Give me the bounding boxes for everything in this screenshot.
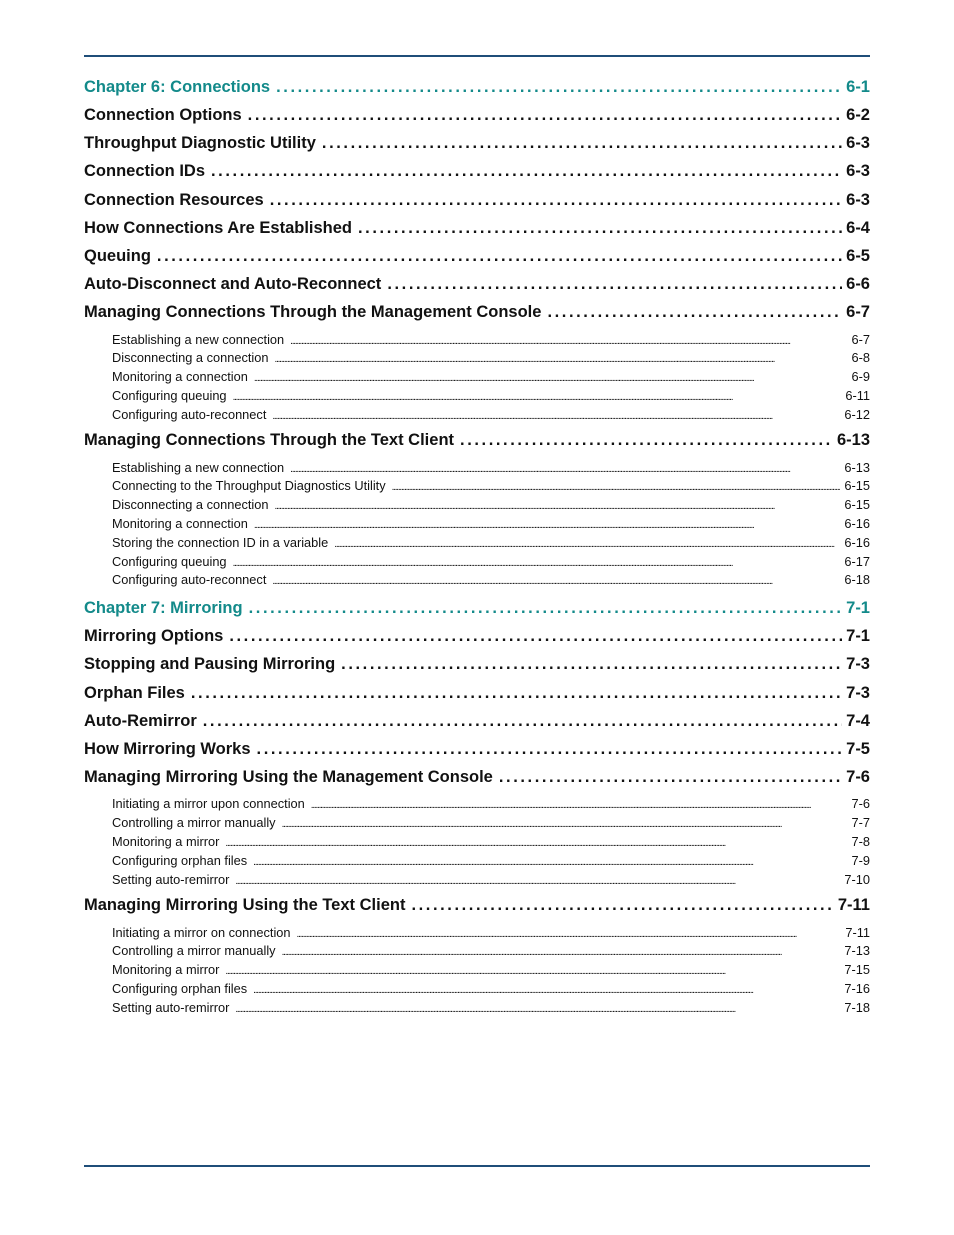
toc-entry-page: 7-4	[846, 711, 870, 730]
toc-entry-title: Connecting to the Throughput Diagnostics Utility	[112, 478, 386, 494]
toc-entry-title: How Mirroring Works	[84, 740, 251, 758]
toc-entry-title: Managing Mirroring Using the Management Console	[84, 768, 493, 787]
toc-entry-page: 7-13	[844, 943, 870, 959]
toc-sub-entry[interactable]	[84, 535, 870, 554]
toc-entry-title: Orphan Files	[84, 683, 185, 702]
toc-chapter-entry[interactable]	[84, 599, 870, 627]
dot-leader	[233, 554, 841, 569]
dot-leader	[290, 332, 847, 347]
dot-leader	[191, 684, 842, 703]
toc-section-entry[interactable]	[84, 768, 870, 796]
toc-sub-entry[interactable]	[84, 796, 870, 815]
toc-entry-page: 7-18	[844, 999, 870, 1015]
dot-leader	[322, 134, 842, 153]
dot-leader	[547, 303, 842, 322]
top-rule	[84, 55, 870, 57]
dot-leader	[272, 407, 840, 422]
toc-entry-page: 6-8	[851, 350, 870, 366]
toc-sub-entry[interactable]	[84, 388, 870, 407]
dot-leader	[282, 943, 841, 958]
toc-section-entry[interactable]	[84, 896, 870, 924]
toc-sub-entry[interactable]	[84, 460, 870, 479]
toc-entry-page: 7-6	[851, 796, 870, 812]
dot-leader	[411, 896, 833, 915]
toc-entry-title: Initiating a mirror upon connection	[112, 796, 305, 812]
dot-leader	[334, 535, 840, 550]
toc-entry-title: Monitoring a mirror	[112, 962, 220, 978]
toc-entry-page: 6-7	[851, 331, 870, 347]
dot-leader	[235, 1000, 840, 1015]
toc-entry-title: Configuring auto-reconnect	[112, 406, 267, 422]
toc-section-entry[interactable]	[84, 655, 870, 683]
dot-leader	[254, 369, 848, 384]
toc-entry-page: 6-15	[844, 478, 870, 494]
toc-entry-page: 6-13	[844, 459, 870, 475]
toc-sub-entry[interactable]	[84, 815, 870, 834]
toc-entry-page: 6-9	[851, 369, 870, 385]
dot-leader	[499, 768, 842, 787]
dot-leader	[233, 388, 842, 403]
toc-sub-entry[interactable]	[84, 834, 870, 853]
toc-sub-entry[interactable]	[84, 872, 870, 891]
toc-entry-title: Configuring orphan files	[112, 980, 248, 996]
toc-entry-title: Configuring queuing	[112, 387, 227, 403]
dot-leader	[270, 191, 842, 210]
toc-section-entry[interactable]	[84, 134, 870, 162]
dot-leader	[257, 740, 843, 759]
toc-section-entry[interactable]	[84, 684, 870, 712]
toc-sub-entry[interactable]	[84, 981, 870, 1000]
toc-entry-title: Connection Options	[84, 106, 242, 124]
toc-sub-entry[interactable]	[84, 554, 870, 573]
toc-entry-title: Mirroring Options	[84, 627, 224, 646]
toc-sub-entry[interactable]	[84, 572, 870, 591]
dot-leader	[248, 106, 842, 125]
toc-entry-title: Auto-Remirror	[84, 711, 197, 730]
toc-sub-entry[interactable]	[84, 962, 870, 981]
toc-entry-title: Controlling a mirror manually	[112, 943, 276, 959]
toc-section-entry[interactable]	[84, 219, 870, 247]
dot-leader	[276, 78, 842, 97]
toc-entry-page: 7-11	[837, 896, 870, 915]
toc-entry-page: 7-10	[844, 871, 870, 887]
toc-entry-page: 6-11	[845, 387, 870, 403]
toc-entry-page: 7-5	[846, 740, 870, 758]
toc-entry-title: Setting auto-remirror	[112, 871, 230, 887]
toc-entry-title: Connection IDs	[84, 162, 206, 181]
toc-section-entry[interactable]	[84, 740, 870, 768]
toc-entry-page: 6-7	[846, 303, 870, 322]
dot-leader	[249, 599, 843, 618]
dot-leader	[341, 655, 842, 674]
toc-entry-page: 7-3	[846, 655, 870, 674]
toc-entry-page: 7-1	[846, 599, 870, 618]
toc-sub-entry[interactable]	[84, 516, 870, 535]
toc-entry-title: Initiating a mirror on connection	[112, 924, 291, 940]
toc-entry-page: 6-1	[846, 78, 870, 96]
toc-entry-page: 6-4	[846, 218, 870, 237]
toc-entry-page: 7-16	[844, 980, 870, 996]
dot-leader	[235, 872, 840, 887]
dot-leader	[203, 712, 842, 731]
dot-leader	[157, 247, 842, 266]
toc-entry-page: 6-3	[846, 190, 870, 209]
toc-entry-title: Throughput Diagnostic Utility	[84, 134, 316, 153]
toc-entry-title: Queuing	[84, 246, 151, 265]
toc-sub-entry[interactable]	[84, 407, 870, 426]
dot-leader	[272, 572, 840, 587]
toc-entry-page: 7-11	[845, 924, 870, 940]
toc-entry-page: 6-2	[846, 106, 870, 124]
toc-entry-title: Managing Connections Through the Text Client	[84, 431, 455, 450]
toc-entry-title: Establishing a new connection	[112, 459, 285, 475]
dot-leader	[225, 834, 847, 849]
toc-entry-title: Configuring queuing	[112, 553, 227, 569]
toc-entry-title: Managing Connections Through the Management Console	[84, 303, 542, 322]
toc-section-entry[interactable]	[84, 162, 870, 190]
toc-entry-title: Establishing a new connection	[112, 331, 285, 347]
dot-leader	[229, 627, 842, 646]
toc-sub-entry[interactable]	[84, 478, 870, 497]
toc-entry-page: 6-5	[846, 246, 870, 265]
toc-section-entry[interactable]	[84, 712, 870, 740]
toc-entry-title: Monitoring a mirror	[112, 833, 220, 849]
toc-sub-entry[interactable]	[84, 350, 870, 369]
dot-leader	[211, 162, 842, 181]
toc-entry-title: Configuring orphan files	[112, 852, 248, 868]
toc-entry-title: Auto-Disconnect and Auto-Reconnect	[84, 275, 382, 294]
toc-entry-title: Monitoring a connection	[112, 516, 248, 532]
table-of-contents	[84, 78, 870, 1019]
toc-sub-entry[interactable]	[84, 332, 870, 351]
toc-sub-entry[interactable]	[84, 1000, 870, 1019]
dot-leader	[460, 431, 833, 450]
dot-leader	[392, 478, 841, 493]
toc-entry-page: 7-6	[846, 768, 870, 787]
toc-entry-page: 6-13	[836, 431, 870, 450]
toc-entry-page: 6-12	[844, 406, 870, 422]
toc-entry-title: Disconnecting a connection	[112, 350, 269, 366]
toc-entry-title: Monitoring a connection	[112, 369, 248, 385]
toc-chapter-entry[interactable]	[84, 78, 870, 106]
dot-leader	[387, 275, 842, 294]
toc-entry-page: 7-7	[851, 815, 870, 831]
bottom-rule	[84, 1165, 870, 1167]
dot-leader	[311, 796, 848, 811]
dot-leader	[282, 815, 848, 830]
toc-section-entry[interactable]	[84, 303, 870, 331]
toc-entry-page: 6-15	[844, 497, 870, 513]
toc-section-entry[interactable]	[84, 106, 870, 134]
dot-leader	[290, 460, 840, 475]
dot-leader	[254, 516, 841, 531]
toc-sub-entry[interactable]	[84, 369, 870, 388]
dot-leader	[225, 962, 840, 977]
toc-entry-page: 7-15	[844, 962, 870, 978]
toc-entry-title: Disconnecting a connection	[112, 497, 269, 513]
toc-entry-title: Connection Resources	[84, 190, 264, 209]
toc-sub-entry[interactable]	[84, 497, 870, 516]
toc-section-entry[interactable]	[84, 627, 870, 655]
toc-sub-entry[interactable]	[84, 853, 870, 872]
toc-entry-title: Chapter 6: Connections	[84, 78, 271, 96]
toc-entry-title: Managing Mirroring Using the Text Client	[84, 896, 406, 915]
toc-entry-page: 7-9	[851, 852, 870, 868]
toc-entry-page: 7-1	[846, 627, 870, 646]
toc-section-entry[interactable]	[84, 431, 870, 459]
toc-entry-page: 6-3	[846, 134, 870, 153]
toc-entry-page: 6-3	[846, 162, 870, 181]
toc-entry-page: 7-3	[846, 683, 870, 702]
toc-entry-page: 6-18	[844, 572, 870, 588]
toc-section-entry[interactable]	[84, 191, 870, 219]
dot-leader	[275, 350, 848, 365]
toc-entry-page: 6-17	[844, 553, 870, 569]
dot-leader	[297, 925, 842, 940]
toc-entry-title: Stopping and Pausing Mirroring	[84, 655, 336, 674]
toc-entry-title: Storing the connection ID in a variable	[112, 534, 329, 550]
toc-sub-entry[interactable]	[84, 943, 870, 962]
toc-entry-page: 6-16	[844, 534, 870, 550]
toc-entry-title: Chapter 7: Mirroring	[84, 599, 243, 618]
dot-leader	[253, 981, 840, 996]
toc-section-entry[interactable]	[84, 247, 870, 275]
toc-entry-page: 6-6	[846, 275, 870, 294]
toc-entry-title: How Connections Are Established	[84, 218, 353, 237]
dot-leader	[358, 219, 842, 238]
toc-entry-title: Controlling a mirror manually	[112, 815, 276, 831]
toc-entry-title: Setting auto-remirror	[112, 999, 230, 1015]
toc-entry-title: Configuring auto-reconnect	[112, 572, 267, 588]
toc-sub-entry[interactable]	[84, 925, 870, 944]
dot-leader	[253, 853, 847, 868]
toc-entry-page: 6-16	[844, 516, 870, 532]
toc-entry-page: 7-8	[851, 833, 870, 849]
dot-leader	[275, 497, 841, 512]
toc-section-entry[interactable]	[84, 275, 870, 303]
